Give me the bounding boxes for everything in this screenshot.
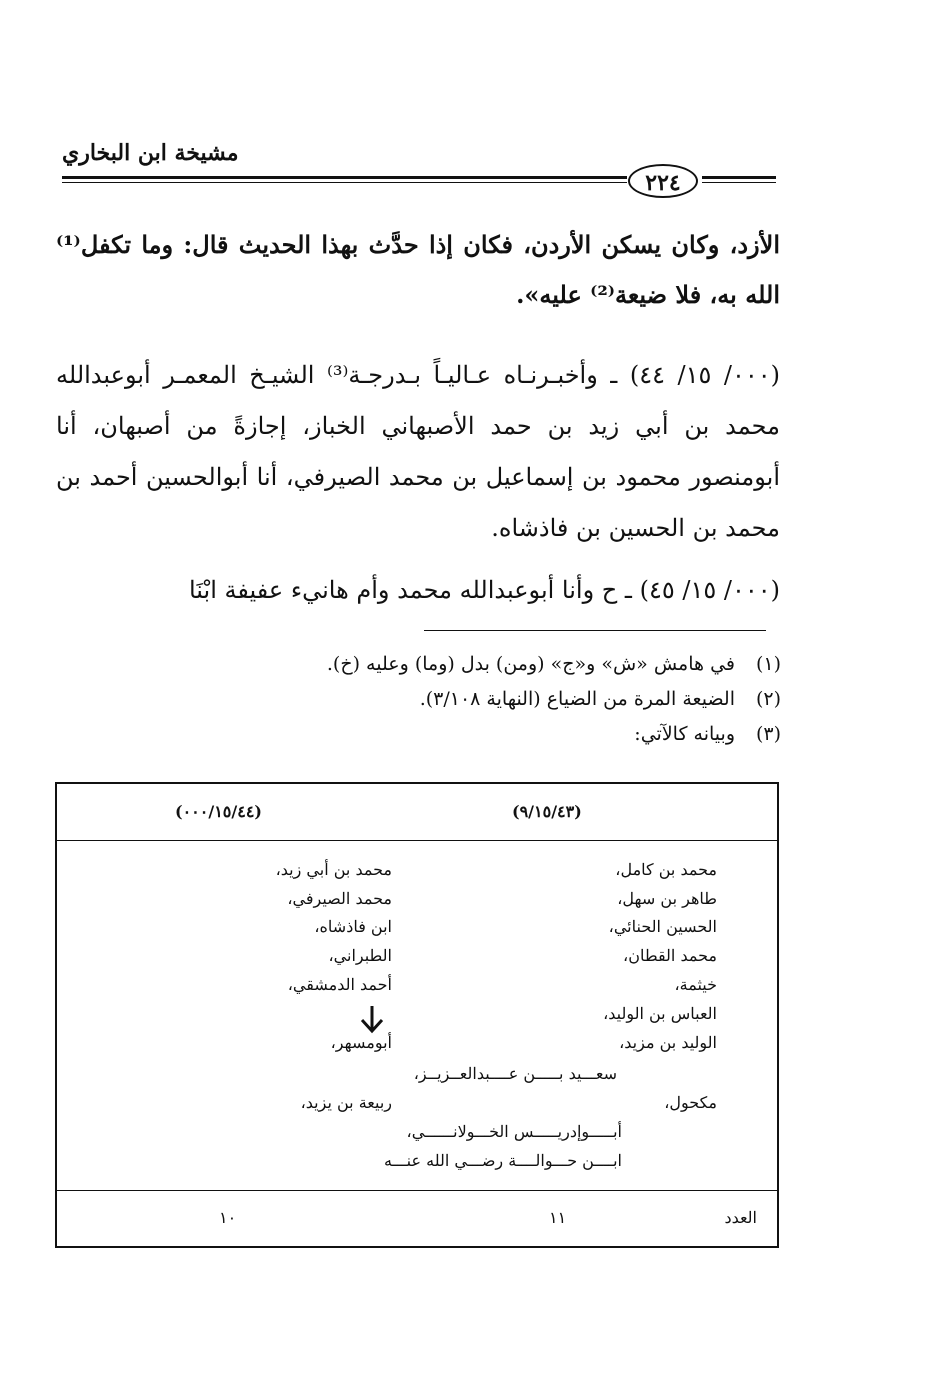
footnote-number: (٢) — [755, 688, 781, 710]
chain-shared-item: ربيعة بن يزيد، — [300, 1093, 392, 1112]
chain-left-item: أحمد الدمشقي، — [287, 975, 392, 994]
arrow-down-icon — [357, 1004, 387, 1034]
book-title: مشيخة ابن البخاري — [62, 140, 239, 166]
chain-right-item: العباس بن الوليد، — [603, 1004, 717, 1023]
footnote-1 — [81, 648, 781, 681]
chain-left-item: أبومسهر، — [330, 1033, 392, 1052]
chain-right-item: طاهر بن سهل، — [617, 889, 717, 908]
paragraph-1: الأزد، وكان يسكن الأردن، فكان إذا حدَّث بهذا الحديث قال: وما تكفل⁽¹⁾ الله به، فلا ضيعة⁽²⁾ عليه». — [56, 230, 780, 309]
header-left-ref: (٠٠٠/١٥/٤٤) — [175, 802, 262, 821]
paragraph-2: (٠٠٠/ ١٥/ ٤٤) ـ وأخبـرنـاه عـاليـاً بـدرجـة⁽³⁾ الشيـخ المعمـر أبوعبدالله محمد بن أبي زيد بن حمد الأصبهاني الخباز، إجازةً من أصبهان، أنا أبومنصور محمود بن إسماعيل بن محمد الصيرفي، أنا أبوالحسين أحمد بن محمد بن الحسين بن فاذشاه. — [56, 361, 781, 542]
header-rule-right-thin — [702, 182, 776, 183]
count-label: العدد — [724, 1208, 757, 1227]
chain-right-item: الحسين الحنائي، — [608, 917, 717, 936]
footnote-2 — [81, 683, 781, 716]
footnote-rule — [424, 630, 766, 631]
footnote-text: وبيانه كالآتي: — [634, 723, 735, 745]
chain-right-item: محمد بن كامل، — [615, 860, 717, 879]
chain-left-item: ابن فاذشاه، — [314, 917, 392, 936]
makhul-label: مكحول، — [664, 1093, 717, 1112]
chain-left-item: الطبراني، — [328, 946, 392, 965]
chain-shared-item: سعـــيد بـــــن عــــبدالعــزيــز، — [413, 1064, 617, 1083]
footnote-text: الضيعة المرة من الضياع (النهاية ٣/١٠٨). — [419, 688, 735, 710]
table-header-divider — [57, 840, 777, 841]
footnote-text: في هامش «ش» و«ج» (ومن) بدل (وما) وعليه (خ). — [326, 653, 735, 675]
table-footer-divider — [57, 1190, 777, 1191]
header-rule-thin — [62, 182, 627, 183]
chain-shared-item: ابــــن حـــوالــــة رضـــي الله عنـــه — [384, 1151, 622, 1170]
chain-right-item: محمد القطان، — [623, 946, 717, 965]
chain-shared-item: أبـــــوإدريـــــس الخـــولانــــــي، — [406, 1122, 622, 1141]
footnote-number: (١) — [755, 653, 781, 675]
chain-right-item: خيثمة، — [674, 975, 717, 994]
chain-left-item: محمد بن أبي زيد، — [275, 860, 392, 879]
page-number: ٢٢٤ — [628, 164, 698, 198]
chain-left-item: محمد الصيرفي، — [287, 889, 392, 908]
paragraph-3: (٠٠٠/ ١٥/ ٤٥) ـ ح وأنا أبوعبدالله محمد وأم هانيء عفيفة ابْنَا — [188, 576, 780, 604]
header-rule-right — [702, 176, 776, 179]
footnote-number: (٣) — [755, 723, 781, 745]
count-right: ١١ — [549, 1208, 567, 1227]
isnad-table — [55, 782, 779, 1248]
count-left: ١٠ — [219, 1208, 237, 1227]
chain-right-item: الوليد بن مزيد، — [619, 1033, 717, 1052]
header-rule — [62, 176, 627, 179]
header-right-ref: (٩/١٥/٤٣) — [512, 802, 582, 821]
footnote-3 — [81, 718, 781, 751]
